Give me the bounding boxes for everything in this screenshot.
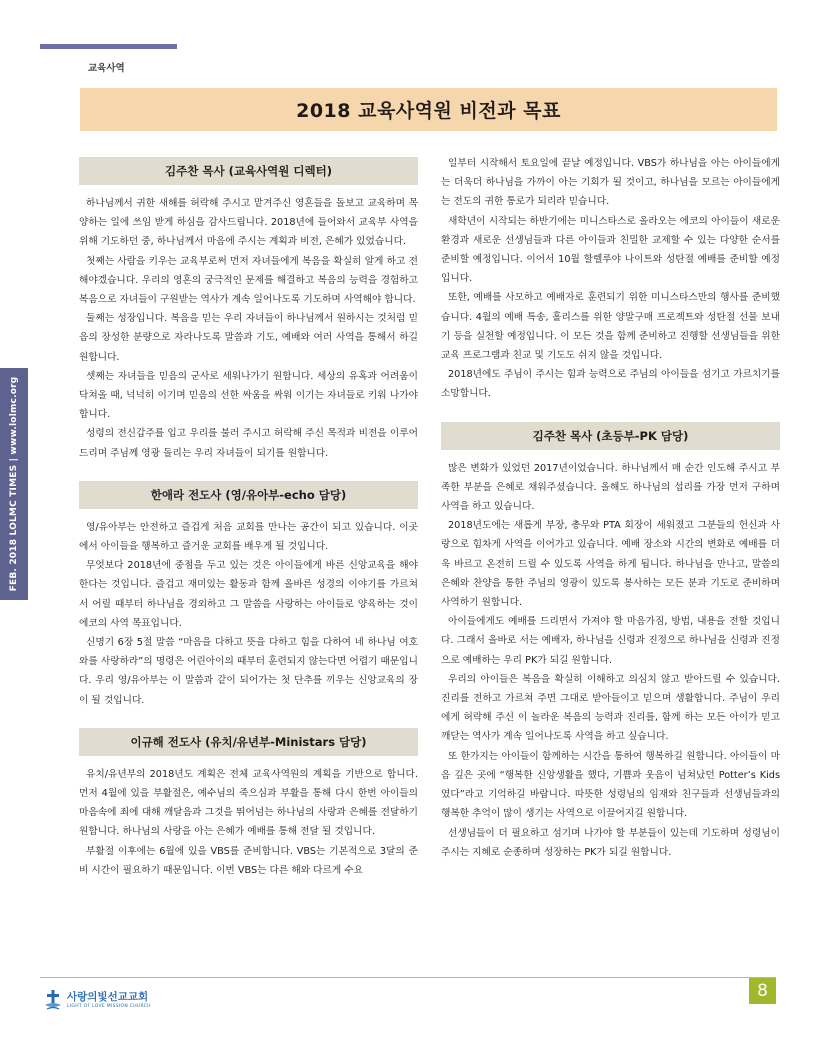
section-gap (79, 463, 418, 481)
paragraph: 부활절 이후에는 6월에 있을 VBS를 준비합니다. VBS는 기본적으로 3달의 준비 시간이 필요하기 때문입니다. 이번 VBS는 다른 해와 다르게 수요 (79, 845, 418, 876)
top-rule (40, 44, 177, 49)
logo-korean-name: 사랑의빛선교교회 (67, 990, 149, 1003)
paragraph: 둘째는 성장입니다. 복음을 믿는 우리 자녀들이 하나님께서 원하시는 것처럼 믿음의 장성한 분량으로 자라나도록 말씀과 기도, 예배와 여러 사역을 통해서 하길 원합니다. (79, 313, 418, 363)
title-banner (80, 88, 777, 131)
section-gap (441, 404, 780, 422)
footer-rule (40, 977, 776, 978)
left-column (79, 157, 418, 880)
section-heading-pk: 김주찬 목사 (초등부-PK 담당) (441, 422, 780, 450)
cross-dove-icon (44, 989, 62, 1011)
logo-text (67, 991, 151, 1010)
church-logo (44, 989, 151, 1011)
paragraph: 영/유아부는 안전하고 즐겁게 처음 교회를 만나는 공간이 되고 있습니다. 이곳에서 아이들을 행복하고 즐거운 교회를 배우게 될 것입니다. (79, 521, 418, 553)
paragraph: 2018년도에는 새롭게 부장, 총무와 PTA 회장이 세워졌고 그분들의 헌신과 사랑으로 힘차게 사역을 이어가고 있습니다. 예배 장소와 시간의 변화로 예배를 더욱 바르고 온전히 드릴 수 있도록 사역을 하게 됩니다. 하나님을 만나고, 말씀의 은혜와 찬양을 통한 주님의 영광이 있도록 봉사하는 모든 분과 기도로 준비하며 사역하기 원합니다. (441, 520, 780, 609)
paragraph: 무엇보다 2018년에 중점을 두고 있는 것은 아이들에게 바른 신앙교육을 해야 한다는 것입니다. 즐겁고 재미있는 활동과 함께 올바른 성경의 이야기를 가르쳐서 어릴 때부터 하나님을 경외하고 그 말씀을 사랑하는 아이들로 양육하는 것이 에코의 사역 목표입니다. (79, 560, 418, 629)
paragraph: 많은 변화가 있었던 2017년이었습니다. 하나님께서 매 순간 인도해 주시고 부족한 부분을 은혜로 채워주셨습니다. 올해도 하나님의 섭리를 가장 먼저 구하며 사역을 하고 있습니다. (441, 462, 780, 513)
paragraph: 2018년에도 주님이 주시는 힘과 능력으로 주님의 아이들을 섬기고 가르치기를 소망합니다. (441, 369, 780, 400)
page-number: 8 (749, 978, 776, 1004)
paragraph: 하나님께서 귀한 새해를 허락해 주시고 맡겨주신 영혼들을 돌보고 교육하며 목양하는 일에 쓰임 받게 하심을 감사드립니다. 2018년에 들어와서 교육부 사역을 위해 기도하던 중, 하나님께서 마음에 주시는 계획과 비전, 은혜가 있었습니다. (79, 198, 419, 248)
paragraph: 우리의 아이들은 복음을 확실히 이해하고 의심치 않고 받아드릴 수 있습니다. 진리를 전하고 가르쳐 주면 그대로 받아들이고 믿으며 생활합니다. 주님이 우리에게 허락해 주신 이 놀라운 복음의 능력과 진리를, 함께 하는 모든 아이가 믿고 깨닫는 역사가 계속 일어나도록 사역을 하고 싶습니다. (441, 673, 780, 743)
paragraph: 첫째는 사람을 키우는 교육부로써 먼저 자녀들에게 복음을 확실히 알게 하고 전해야겠습니다. 우리의 영혼의 궁극적인 문제를 해결하고 복음의 능력을 경험하고 복음으로 자녀들이 구원받는 역사가 계속 일어나도록 기도하며 사역해야 합니다. (79, 255, 418, 306)
paragraph: 신명기 6장 5절 말씀 “마음을 다하고 뜻을 다하고 힘을 다하여 네 하나님 여호와를 사랑하라”의 명령은 어린아이의 때부터 훈련되지 않는다면 어렵기 때문입니다. 우리 영/유아부는 이 말씀과 같이 되어가는 첫 단추를 끼우는 신앙교육의 장이 될 것입니다. (79, 637, 418, 706)
paragraph: 유치/유년부의 2018년도 계획은 전체 교육사역원의 계획을 기반으로 합니다. 먼저 4월에 있을 부활절은, 예수님의 죽으심과 부활을 통해 다시 한번 아이들의 마음속에 죄에 대해 깨달음과 그것을 뛰어넘는 하나님의 사랑과 은혜를 전달하기 원합니다. 하나님의 사랑을 아는 은혜가 예배를 통해 전달 될 것입니다. (79, 768, 418, 838)
side-strip-text: FEB. 2018 LOLMC TIMES | www.lolmc.org (9, 376, 19, 592)
paragraph: 성령의 전신갑주를 입고 우리를 불러 주시고 허락해 주신 목적과 비전을 이루어 드리며 주님께 영광 돌리는 우리 자녀들이 되기를 원합니다. (79, 428, 418, 459)
paragraph: 아이들에게도 예배를 드리면서 가져야 할 마음가짐, 방법, 내용을 전할 것입니다. 그래서 올바로 서는 예배자, 하나님을 신령과 진정으로 하나님을 신령과 진정으로 예배하는 우리 PK가 되길 원합니다. (441, 616, 780, 666)
section-label: 교육사역 (88, 63, 125, 74)
paragraph: 일부터 시작해서 토요일에 끝날 예정입니다. VBS가 하나님을 아는 아이들에게는 더욱더 하나님을 가까이 아는 기회가 될 것이고, 하나님을 모르는 아이들에게는 전도의 귀한 통로가 되리라 믿습니다. (441, 158, 780, 208)
right-column (441, 154, 780, 862)
paragraph: 새학년이 시작되는 하반기에는 미니스타스로 올라오는 에코의 아이들이 새로운 환경과 새로운 선생님들과 다른 아이들과 친밀한 교제할 수 있는 다양한 순서를 준비할 예정입니다. 이어서 10월 할렐루야 나이트와 성탄절 예배를 준비할 예정입니다. (441, 215, 780, 285)
section-heading-echo: 한애라 전도사 (영/유아부-echo 담당) (79, 481, 418, 509)
paragraph: 선생님들이 더 필요하고 섬기며 나가야 할 부분들이 있는데 기도하며 성령님이 주시는 지혜로 순종하며 성장하는 PK가 되길 원합니다. (441, 827, 780, 858)
paragraph: 또 한가지는 아이들이 함께하는 시간을 통하여 행복하길 원합니다. 아이들이 마음 깊은 곳에 “행복한 신앙생활을 했다, 기쁨과 웃음이 넘쳐났던 Potter’s Kids였다”라고 기억하길 바랍니다. 따뜻한 성령님의 임재와 친구들과 선생님들과의 행복한 추억이 많이 생기는 사역으로 이끌어지길 원합니다. (441, 750, 780, 820)
section-heading-ministars: 이규해 전도사 (유치/유년부-Ministars 담당) (79, 728, 418, 756)
page-title: 2018 교육사역원 비전과 목표 (296, 100, 561, 122)
section-gap (79, 710, 418, 728)
paragraph: 셋째는 자녀들을 믿음의 군사로 세워나가기 원합니다. 세상의 유혹과 어려움이 닥쳐올 때, 넉넉히 이기며 믿음의 선한 싸움을 싸워 이기는 자녀들로 키워 나가야 합니다. (79, 370, 418, 421)
logo-english-name: LIGHT OF LOVE MISSION CHURCH (67, 1003, 151, 1009)
section-heading-director: 김주찬 목사 (교육사역원 디렉터) (79, 157, 418, 185)
paragraph: 또한, 예배를 사모하고 예배자로 훈련되기 위한 미니스타스만의 행사를 준비했습니다. 4월의 예배 특송, 홀리스를 위한 양말구매 프로젝트와 성탄절 선물 보내기 등을 실천할 예정입니다. 이 모든 것을 함께 준비하고 진행할 선생님들을 위한 교육 프로그램과 친교 및 기도도 쉬지 않을 것입니다. (441, 292, 780, 362)
